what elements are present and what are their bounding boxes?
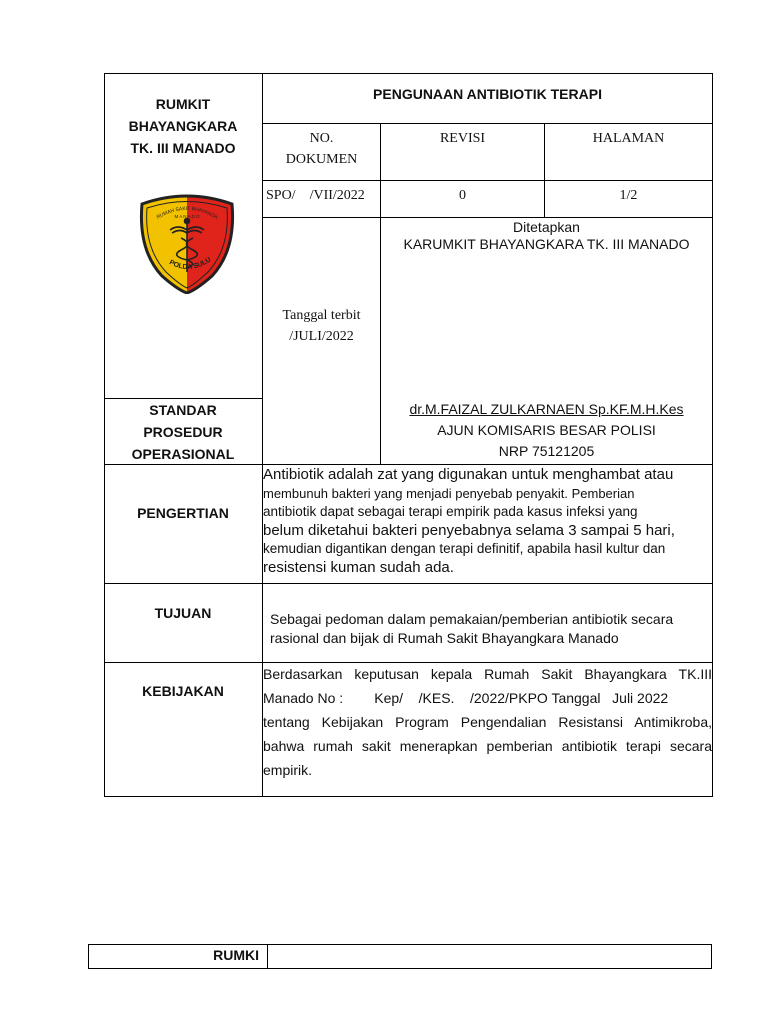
pengertian-line: belum diketahui bakteri penyebabnya selama 3 sampai 5 hari, (263, 521, 675, 539)
document-title: PENGUNAAN ANTIBIOTIK TERAPI (373, 86, 602, 102)
svg-text:POLDA SULUT: POLDA SULU (167, 256, 213, 272)
halaman-header: HALAMAN (592, 131, 665, 146)
hospital-name (104, 93, 262, 159)
no-dokumen-header-line2: DOKUMEN (285, 152, 358, 167)
pengertian-text (263, 466, 712, 577)
page2-hospital-label: RUMKI (213, 947, 259, 963)
page2-header-table (88, 944, 712, 969)
svg-text:M A N A D O: M A N A D O (174, 214, 200, 219)
signatory-block (381, 399, 712, 462)
hospital-logo (134, 190, 240, 294)
spo-line2: PROSEDUR (143, 424, 223, 440)
pengertian-line: resistensi kuman sudah ada. (263, 558, 454, 576)
tujuan-text (270, 610, 710, 648)
signatory-rank: AJUN KOMISARIS BESAR POLISI (437, 422, 656, 438)
ditetapkan-by: KARUMKIT BHAYANGKARA TK. III MANADO (403, 236, 690, 252)
tanggal-terbit-value: /JULI/2022 (289, 329, 354, 344)
tujuan-label: TUJUAN (154, 605, 212, 621)
pengertian-line: antibiotik dapat sebagai terapi empirik pada kasus infeksi yang (263, 504, 638, 519)
tanggal-terbit-label: Tanggal terbit (282, 308, 361, 323)
spo-line1: STANDAR (149, 402, 217, 418)
halaman-value: 1/2 (619, 188, 638, 203)
no-dokumen-header (263, 128, 380, 170)
kebijakan-line: Berdasarkan keputusan kepala Rumah Sakit Bhayangkara TK.III (263, 666, 712, 682)
ditetapkan-label: Ditetapkan (513, 219, 580, 235)
revisi-value: 0 (459, 188, 466, 203)
kebijakan-line: Manado No : Kep/ /KES. /2022/PKPO Tanggal Juli 2022 (263, 690, 669, 706)
signatory-name: dr.M.FAIZAL ZULKARNAEN Sp.KF.M.H.Kes (409, 401, 684, 417)
tanggal-terbit (263, 305, 380, 347)
revisi-header: REVISI (439, 131, 486, 146)
hospital-name-line2: BHAYANGKARA (128, 118, 238, 134)
kebijakan-line: bahwa rumah sakit menerapkan pemberian antibiotik terapi secara (263, 738, 712, 754)
spo-label (104, 399, 262, 465)
kebijakan-line: tentang Kebijakan Program Pengendalian Resistansi Antimikroba, (263, 714, 712, 730)
no-dokumen-value: SPO/ /VII/2022 (266, 188, 365, 203)
spo-line3: OPERASIONAL (131, 446, 235, 462)
no-dokumen-header-line1: NO. (309, 131, 334, 146)
ditetapkan-block (381, 219, 712, 253)
tujuan-line: Sebagai pedoman dalam pemakaian/pemberian antibiotik secara (270, 611, 674, 627)
hospital-name-line3: TK. III MANADO (130, 140, 236, 156)
kebijakan-label: KEBIJAKAN (142, 683, 224, 699)
kebijakan-text (263, 662, 712, 782)
hospital-name-line1: RUMKIT (155, 96, 211, 112)
pengertian-line: membunuh bakteri yang menjadi penyebab penyakit. Pemberian (263, 485, 635, 501)
svg-text:RUMAH SAKIT BHAYANGKARA TK.III: RUMAH SAKIT BHAYANGK (155, 205, 219, 221)
tujuan-line: rasional dan bijak di Rumah Sakit Bhayangkara Manado (270, 630, 619, 646)
signatory-nrp: NRP 75121205 (498, 443, 595, 459)
pengertian-label: PENGERTIAN (137, 505, 229, 521)
page2-divider (267, 945, 268, 968)
pengertian-line: Antibiotik adalah zat yang digunakan untuk menghambat atau (263, 466, 674, 483)
kebijakan-line: empirik. (263, 762, 313, 778)
pengertian-line: kemudian digantikan dengan terapi definitif, apabila hasil kultur dan (263, 541, 666, 556)
